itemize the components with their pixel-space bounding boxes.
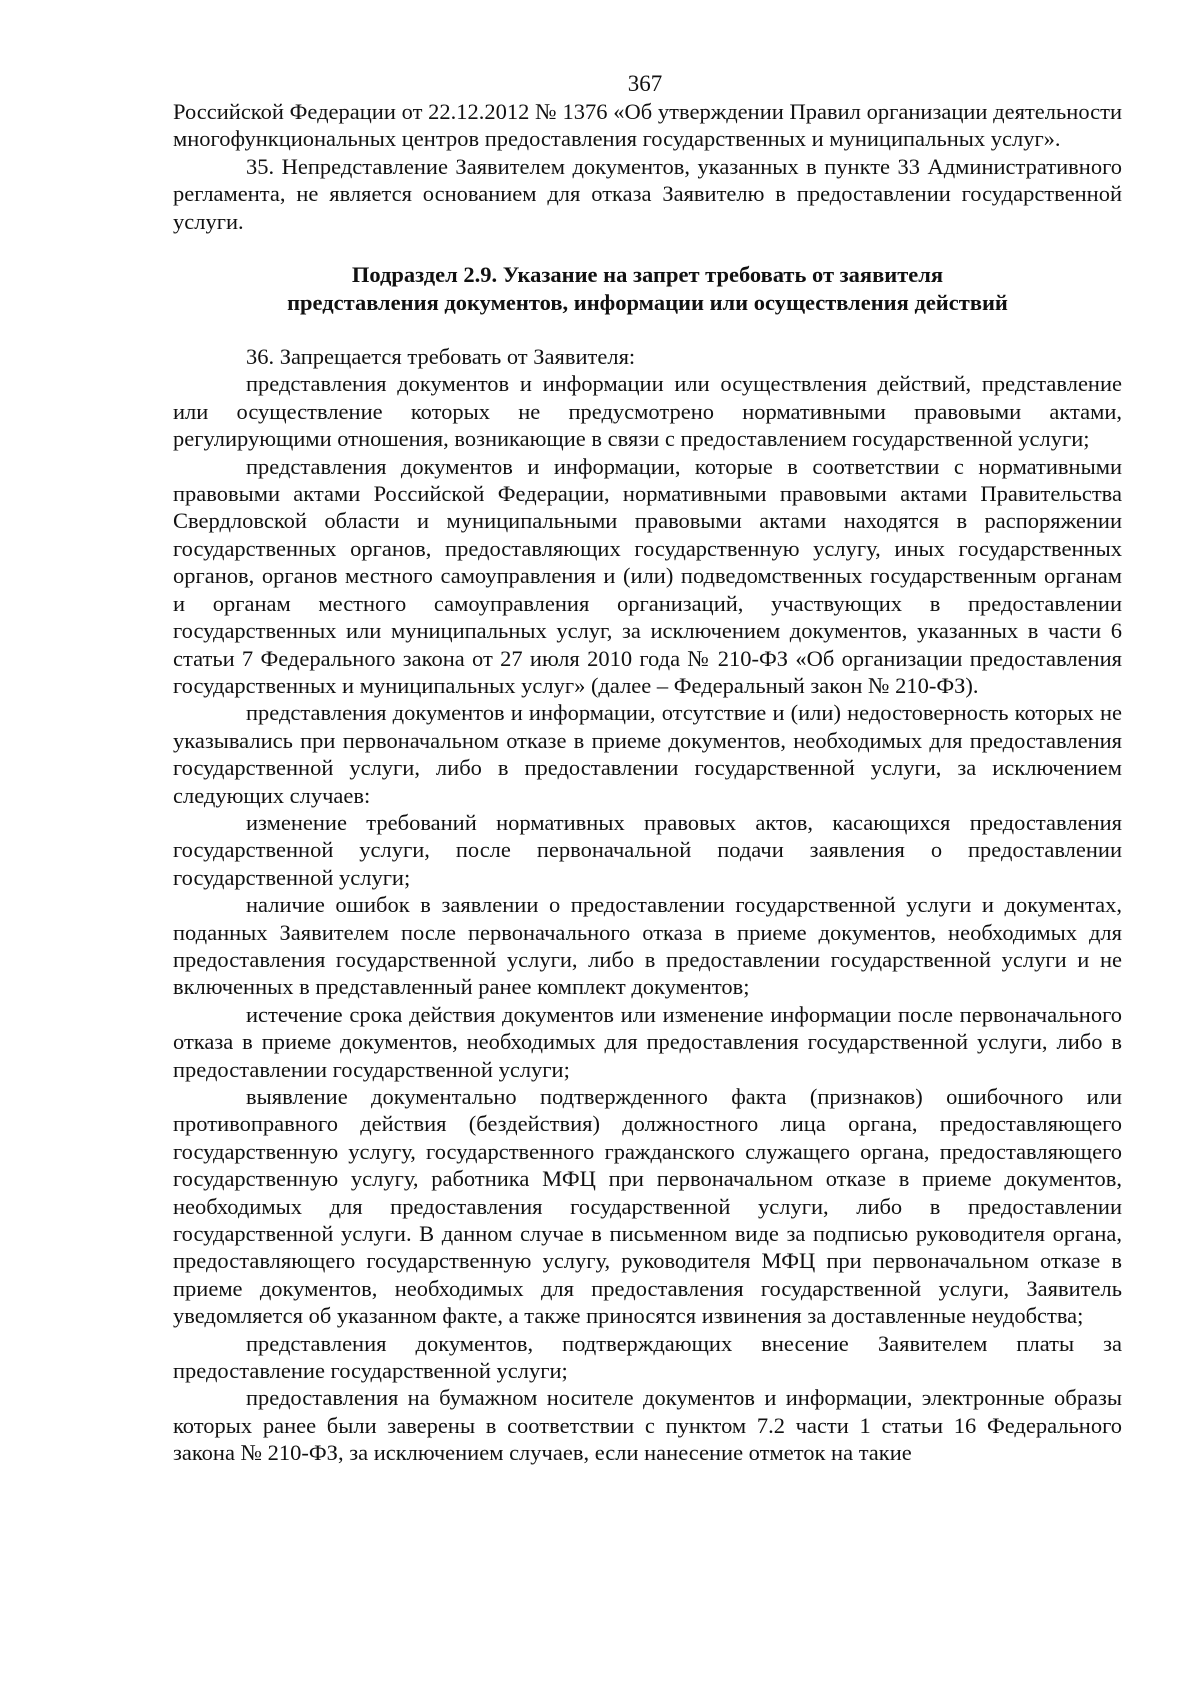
paragraph-item: представления документов, подтверждающих внесение Заявителем платы за предоставление государственной услуги; [173, 1330, 1122, 1384]
document-body [173, 98, 1122, 1467]
section-heading-line-2: представления документов, информации или осуществления действий [287, 290, 1008, 316]
paragraph-item: представления документов и информации, которые в соответствии с нормативными правовыми актами Российской Федерации, нормативными правовыми актами Правительства Свердловской области и муниципальными правовыми актами находятся в распоряжении государственных органов, предоставляющих государственную услугу, иных государственных органов, органов местного самоуправления и (или) подведомственных государственным органам и органам местного самоуправления организаций, участвующих в предоставлении государственных или муниципальных услуг, за исключением документов, указанных в части 6 статьи 7 Федерального закона от 27 июля 2010 года № 210-ФЗ «Об организации предоставления государственных и муниципальных услуг» (далее – Федеральный закон № 210-ФЗ). [173, 453, 1122, 698]
section-heading-line-1: Подраздел 2.9. Указание на запрет требовать от заявителя [351, 262, 944, 288]
paragraph-item: истечение срока действия документов или изменение информации после первоначального отказа в приеме документов, необходимых для предоставления государственной услуги, либо в предоставлении государственной услуги; [173, 1001, 1122, 1082]
paragraph-35: 35. Непредставление Заявителем документов, указанных в пункте 33 Административного регламента, не является основанием для отказа Заявителю в предоставлении государственной услуги. [173, 153, 1122, 234]
paragraph-36-intro: 36. Запрещается требовать от Заявителя: [246, 344, 636, 370]
paragraph-item: предоставления на бумажном носителе документов и информации, электронные образы которых ранее были заверены в соответствии с пунктом 7.2 части 1 статьи 16 Федерального закона № 210-ФЗ, за исключением случаев, если нанесение отметок на такие [173, 1385, 1122, 1466]
page-number: 367 [627, 71, 663, 96]
section-heading [173, 261, 1122, 317]
paragraph-item: наличие ошибок в заявлении о предоставлении государственной услуги и документах, поданных Заявителем после первоначального отказа в приеме документов, необходимых для предоставления государственной услуги, либо в предоставлении государственной услуги и не включенных в представленный ранее комплект документов; [173, 892, 1122, 1000]
paragraph-item: представления документов и информации, отсутствие и (или) недостоверность которых не указывались при первоначальном отказе в приеме документов, необходимых для предоставления государственной услуги, либо в предоставлении государственной услуги, за исключением следующих случаев: [173, 700, 1122, 808]
paragraph-item: изменение требований нормативных правовых актов, касающихся предоставления государственной услуги, после первоначальной подачи заявления о предоставлении государственной услуги; [173, 809, 1122, 890]
paragraph-item: представления документов и информации или осуществления действий, представление или осуществление которых не предусмотрено нормативными правовыми актами, регулирующими отношения, возникающие в связи с предоставлением государственной услуги; [173, 371, 1122, 452]
paragraph-continuation: Российской Федерации от 22.12.2012 № 1376 «Об утверждении Правил организации деятельности многофункциональных центров предоставления государственных и муниципальных услуг». [173, 99, 1122, 152]
paragraph-item: выявление документально подтвержденного факта (признаков) ошибочного или противоправного действия (бездействия) должностного лица органа, предоставляющего государственную услугу, государственного гражданского служащего органа, предоставляющего государственную услугу, работника МФЦ при первоначальном отказе в приеме документов, необходимых для предоставления государственной услуги, либо в предоставлении государственной услуги. В данном случае в письменном виде за подписью руководителя органа, предоставляющего государственную услугу, руководителя МФЦ при первоначальном отказе в приеме документов, необходимых для предоставления государственной услуги, Заявитель уведомляется об указанном факте, а также приносятся извинения за доставленные неудобства; [173, 1084, 1122, 1329]
